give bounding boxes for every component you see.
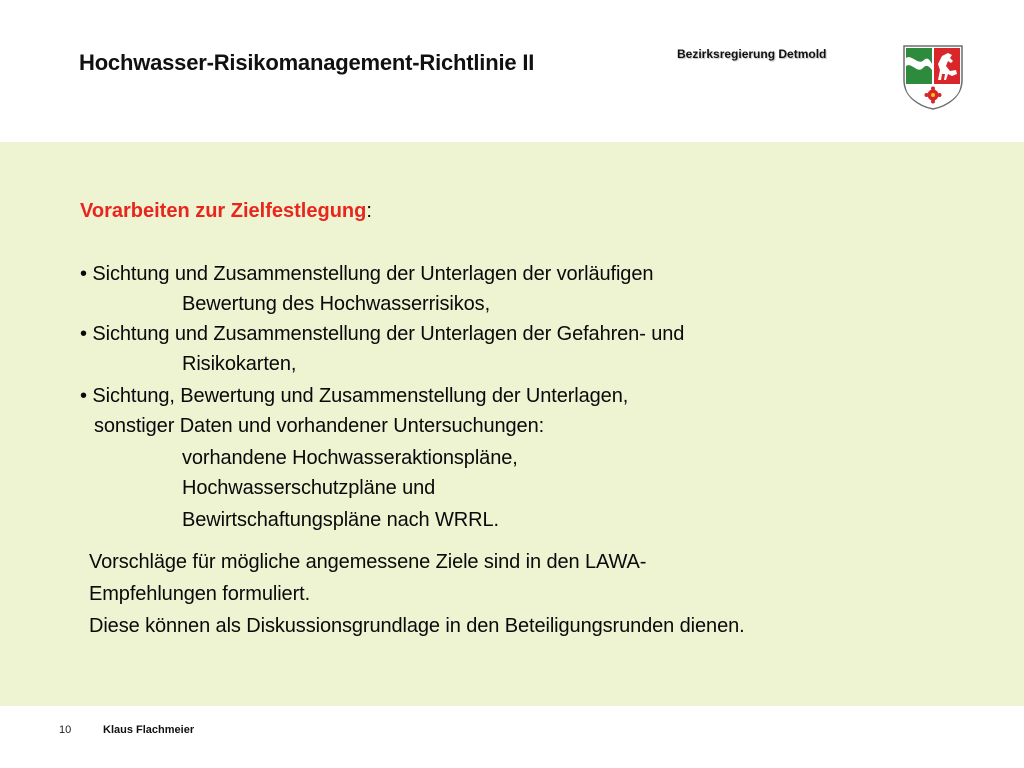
bullet-1-line-2: Bewertung des Hochwasserrisikos, [182, 293, 491, 315]
bullet-3-sub-item-1: vorhandene Hochwasseraktionspläne, [182, 447, 518, 469]
section-heading-text: Vorarbeiten zur Zielfestlegung [80, 200, 367, 222]
conclusion-line-3: Diese können als Diskussionsgrundlage in den Beteiligungsrunden dienen. [89, 615, 745, 637]
conclusion-line-2: Empfehlungen formuliert. [89, 583, 311, 605]
page-number: 10 [59, 724, 72, 736]
bullet-3-line-2: sonstiger Daten und vorhandener Untersuchungen: [94, 415, 545, 437]
bullet-1-line-1: • Sichtung und Zusammenstellung der Unterlagen der vorläufigen [80, 263, 654, 285]
nrw-coat-of-arms-icon [902, 44, 964, 110]
section-heading [80, 200, 372, 223]
bullet-3-sub-item-3: Bewirtschaftungspläne nach WRRL. [182, 509, 499, 531]
organization-name: Bezirksregierung Detmold [677, 47, 827, 61]
bullet-2-line-2: Risikokarten, [182, 353, 297, 375]
footer-author: Klaus Flachmeier [103, 724, 195, 736]
bullet-2-line-1: • Sichtung und Zusammenstellung der Unterlagen der Gefahren- und [80, 323, 685, 345]
conclusion-line-1: Vorschläge für mögliche angemessene Ziele sind in den LAWA- [89, 551, 647, 573]
slide-title: Hochwasser-Risikomanagement-Richtlinie II [79, 50, 535, 75]
bullet-3-line-1: • Sichtung, Bewertung und Zusammenstellung der Unterlagen, [80, 385, 629, 407]
bullet-3-sub-item-2: Hochwasserschutzpläne und [182, 477, 436, 499]
section-heading-colon: : [366, 200, 372, 222]
